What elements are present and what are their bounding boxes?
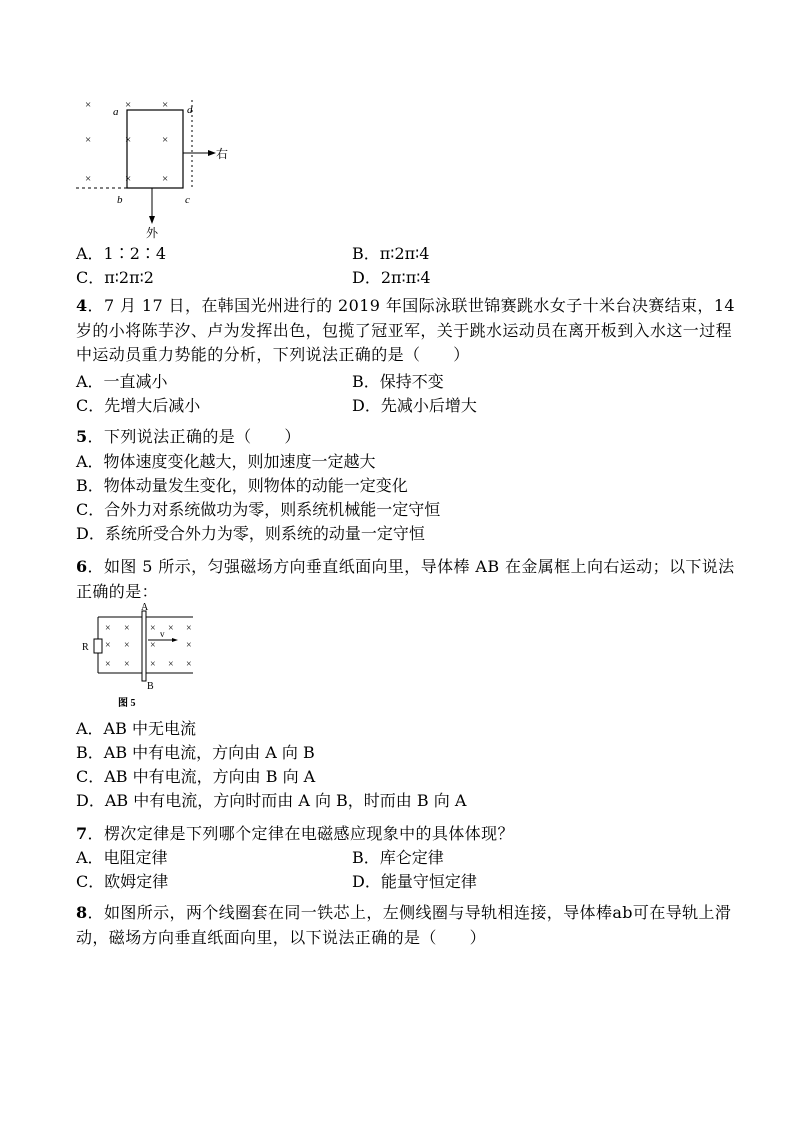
question-8 <box>76 901 744 950</box>
q7-text: ．楞次定律是下列哪个定律在电磁感应现象中的具体体现？ <box>87 824 514 843</box>
q4-option-a: A．一直减小 <box>76 372 168 391</box>
fig5-cross: × <box>168 659 174 670</box>
q6-option-b: B．AB 中有电流，方向由 A 向 B <box>76 743 315 762</box>
fig1-cross: × <box>162 134 169 146</box>
q3-option-d: D．2π∶π∶4 <box>352 268 431 287</box>
q8-number: 8 <box>76 903 88 922</box>
fig1-cross: × <box>85 134 92 146</box>
fig5-cross: × <box>150 640 156 651</box>
fig1-label-b: b <box>117 194 123 206</box>
fig5-cross: × <box>105 623 111 634</box>
fig5-label-r: R <box>82 642 89 653</box>
q5-option-b: B．物体动量发生变化，则物体的动能一定变化 <box>76 476 408 495</box>
q4-option-b: B．保持不变 <box>352 372 444 391</box>
fig5-cross: × <box>150 623 156 634</box>
fig1-cross: × <box>162 99 169 111</box>
fig5-cross: × <box>186 640 192 651</box>
question-5 <box>76 425 744 450</box>
fig1-label-a: a <box>113 106 119 118</box>
fig1-cross: × <box>162 173 169 185</box>
q4-option-d: D．先减小后增大 <box>352 396 477 415</box>
fig5-cross: × <box>124 640 130 651</box>
fig1-cross: × <box>85 99 92 111</box>
fig1-label-c: c <box>185 194 190 206</box>
fig1-label-d: d <box>187 104 193 116</box>
fig5-label-a: A <box>141 603 149 613</box>
fig5-caption: 图 5 <box>118 698 136 709</box>
fig1-cross: × <box>85 173 92 185</box>
question-6 <box>76 555 744 604</box>
q4-option-c: C．先增大后减小 <box>76 396 201 415</box>
q5-option-d: D．系统所受合外力为零，则系统的动量一定守恒 <box>76 524 425 543</box>
q7-option-b: B．库仑定律 <box>352 848 444 867</box>
fig1-label-right: 右 <box>216 147 229 161</box>
q7-option-d: D．能量守恒定律 <box>352 872 477 891</box>
fig5-label-b: B <box>147 681 154 692</box>
fig5-cross: × <box>124 659 130 670</box>
fig5-cross: × <box>124 623 130 634</box>
q6-option-c: C．AB 中有电流，方向由 B 向 A <box>76 767 316 786</box>
q7-option-c: C．欧姆定律 <box>76 872 169 891</box>
q5-option-c: C．合外力对系统做功为零，则系统机械能一定守恒 <box>76 500 441 519</box>
question-4 <box>76 294 744 368</box>
figure-coil-in-field <box>70 95 250 240</box>
fig5-cross: × <box>105 640 111 651</box>
fig5-cross: × <box>105 659 111 670</box>
q6-text: ．如图 5 所示，匀强磁场方向垂直纸面向里，导体棒 AB 在金属框上向右运动；以下说法正确的是： <box>76 557 735 601</box>
fig5-label-v: v <box>160 629 165 639</box>
fig5-cross: × <box>168 623 174 634</box>
q3-option-a: A．1∶2∶4 <box>76 244 167 263</box>
fig1-cross: × <box>125 99 132 111</box>
q5-text: ．下列说法正确的是（ ） <box>87 427 301 446</box>
q3-option-c: C．π∶2π∶2 <box>76 268 154 287</box>
fig1-label-out: 外 <box>146 226 159 240</box>
q5-option-a: A．物体速度变化越大，则加速度一定越大 <box>76 452 376 471</box>
fig5-cross: × <box>186 623 192 634</box>
q3-option-b: B．π∶2π∶4 <box>352 244 430 263</box>
q4-number: 4 <box>76 296 88 315</box>
fig5-cross: × <box>150 659 156 670</box>
fig1-cross: × <box>125 173 132 185</box>
figure-5-circuit <box>78 603 208 709</box>
q6-option-d: D．AB 中有电流，方向时而由 A 向 B，时而由 B 向 A <box>76 791 467 810</box>
q6-number: 6 <box>76 557 88 576</box>
fig5-cross: × <box>186 659 192 670</box>
q7-option-a: A．电阻定律 <box>76 848 168 867</box>
q8-text: ．如图所示，两个线圈套在同一铁芯上，左侧线圈与导轨相连接，导体棒ab可在导轨上滑动，磁场方向垂直纸面向里，以下说法正确的是（ ） <box>76 903 732 947</box>
q5-number: 5 <box>76 427 88 446</box>
question-7 <box>76 822 744 847</box>
fig1-cross: × <box>125 134 132 146</box>
q4-text: ．7 月 17 日，在韩国光州进行的 2019 年国际泳联世锦赛跳水女子十米台决赛结束，14 岁的小将陈芋汐、卢为发挥出色，包揽了冠亚军，关于跳水运动员在离开板到入水这一过程中运动员重力势能的分析，下列说法正确的是（ ） <box>76 296 735 364</box>
q7-number: 7 <box>76 824 88 843</box>
q6-option-a: A．AB 中无电流 <box>76 719 196 738</box>
